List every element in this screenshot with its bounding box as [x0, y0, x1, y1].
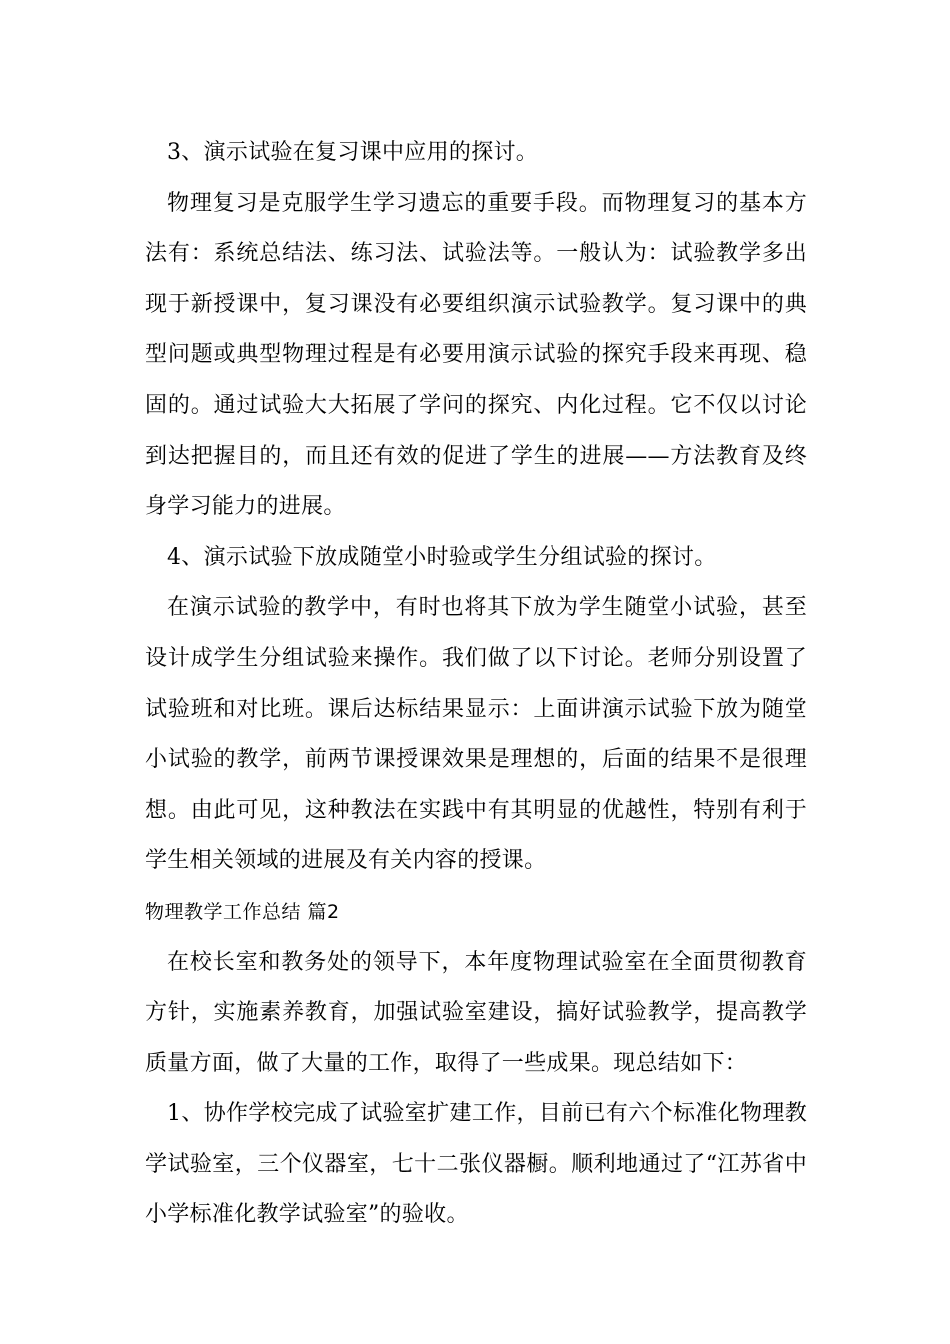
- paragraph-demonstration: 在演示试验的教学中，有时也将其下放为学生随堂小试验，甚至设计成学生分组试验来操作。我们做了以下讨论。老师分别设置了试验班和对比班。课后达标结果显示：上面讲演示试验下放为随堂小试验的教学，前两节课授课效果是理想的，后面的结果不是很理想。由此可见，这种教法在实践中有其明显的优越性，特别有利于学生相关领域的进展及有关内容的授课。: [145, 595, 807, 874]
- list-item-3: 3、演示试验在复习课中应用的探讨。: [167, 140, 539, 165]
- document-body: [145, 128, 807, 1241]
- list-item-1: 1、协作学校完成了试验室扩建工作，目前已有六个标准化物理教学试验室，三个仪器室，七十二张仪器橱。顺利地通过了“江苏省中小学标准化教学试验室”的验收。: [145, 1101, 807, 1228]
- list-item-4: 4、演示试验下放成随堂小时验或学生分组试验的探讨。: [167, 544, 717, 570]
- section-heading: 物理教学工作总结 篇2: [145, 900, 340, 923]
- paragraph-review: 物理复习是克服学生学习遗忘的重要手段。而物理复习的基本方法有：系统总结法、练习法、试验法等。一般认为：试验教学多出现于新授课中，复习课没有必要组织演示试验教学。复习课中的典型问题或典型物理过程是有必要用演示试验的探究手段来再现、稳固的。通过试验大大拓展了学问的探究、内化过程。它不仅以讨论到达把握目的，而且还有效的促进了学生的进展——方法教育及终身学习能力的进展。: [145, 190, 807, 520]
- paragraph-summary-intro: 在校长室和教务处的领导下，本年度物理试验室在全面贯彻教育方针，实施素养教育，加强试验室建设，搞好试验教学，提高教学质量方面，做了大量的工作，取得了一些成果。现总结如下：: [145, 949, 807, 1076]
